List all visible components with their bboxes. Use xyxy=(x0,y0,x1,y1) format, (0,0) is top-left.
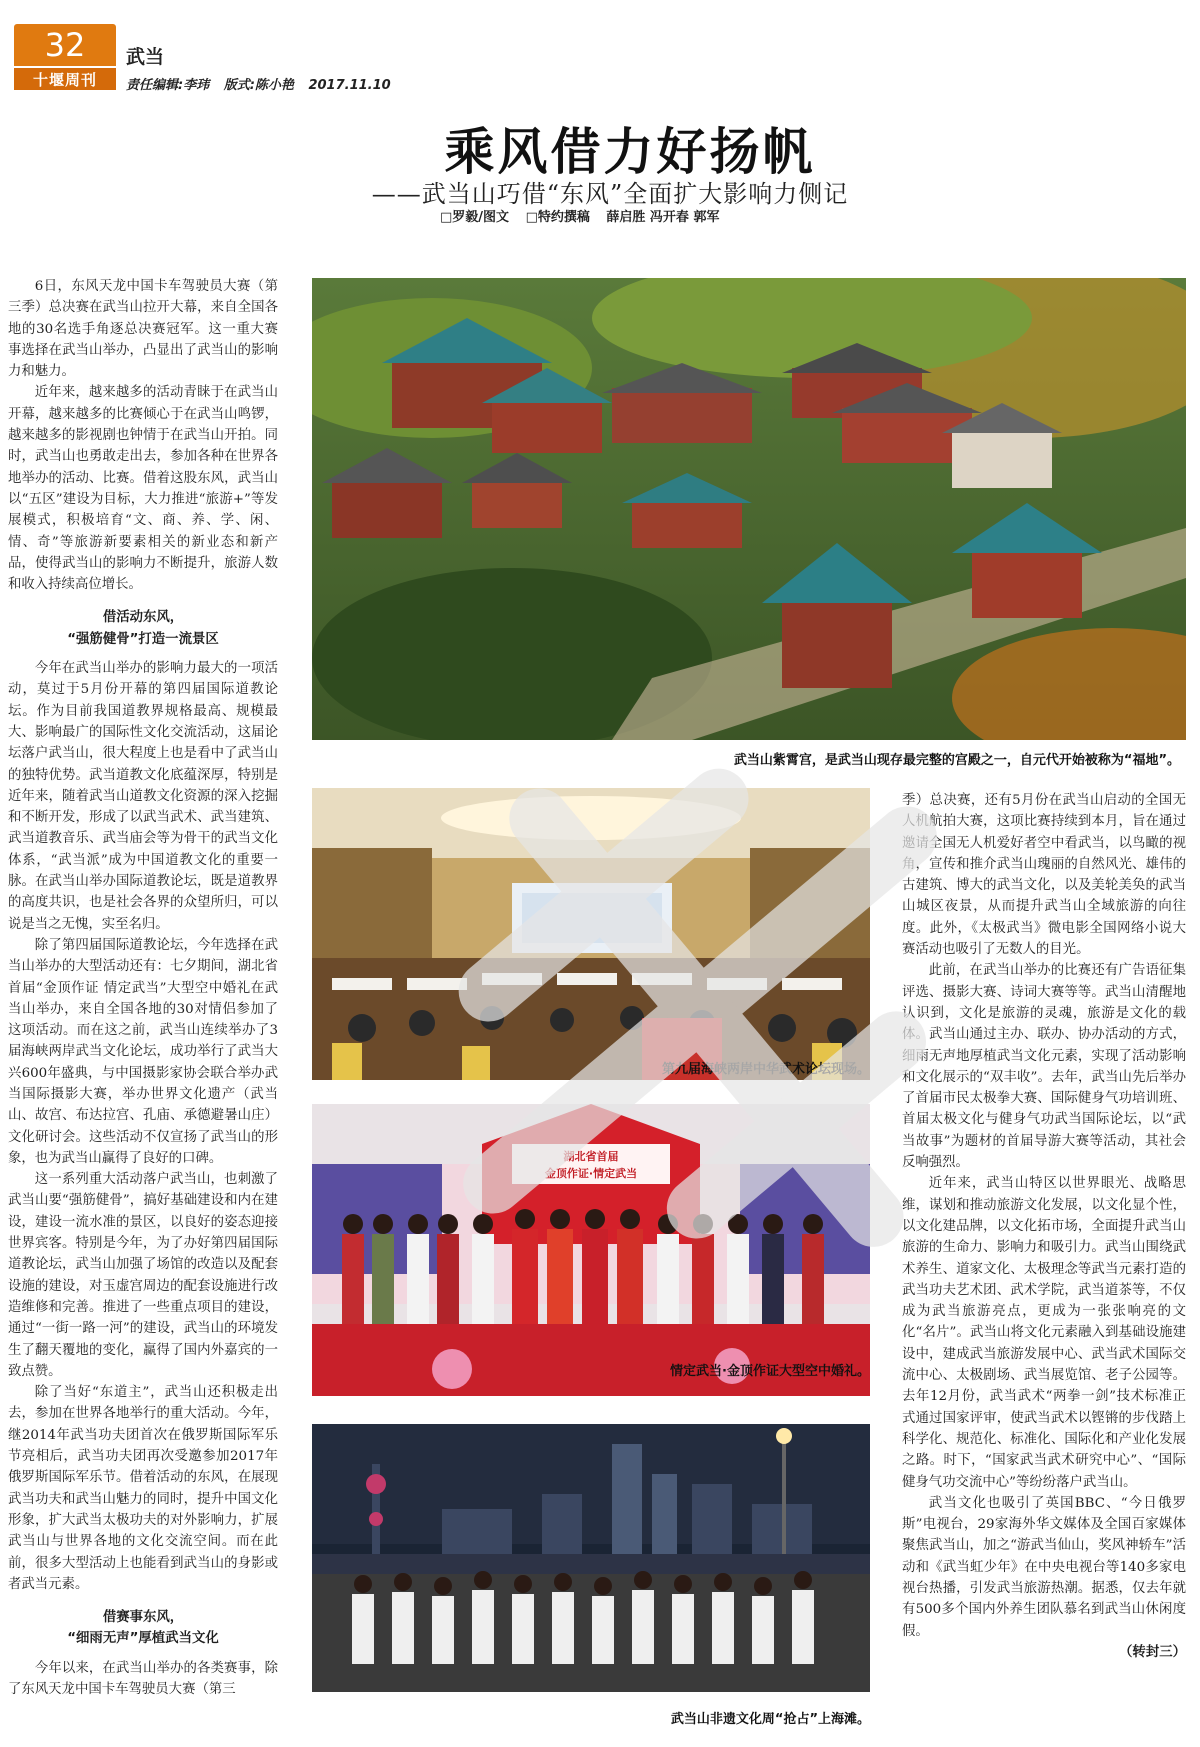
paragraph: 除了第四届国际道教论坛，今年选择在武当山举办的大型活动还有：七夕期间，湖北省首届“金顶作证 情定武当”大型空中婚礼在武当山举办，来自全国各地的30对情侣参加了这项活动。而在这之前，武当山连续举办了3届海峡两岸武当文化论坛，成功举行了武当大兴600年盛典，与中国摄影家协会联合举办武当国际摄影大赛，举办世界文化遗产（武当山、故宫、布达拉宫、孔庙、承德避暑山庄）文化研讨会。这些活动不仅宣扬了武当山的形象，也为武当山赢得了良好的口碑。 xyxy=(8,937,278,1166)
article-title: 乘风借力好扬帆 xyxy=(444,122,816,181)
masthead xyxy=(14,24,116,90)
paragraph: 今年在武当山举办的影响力最大的一项活动，莫过于5月份开幕的第四届国际道教论坛。作为目前我国道教界规格最高、规模最大、影响最广的国际性文化交流活动，这届论坛落户武当山，很大程度上也是看中了武当山的独特优势。武当道教文化底蕴深厚，特别是近年来，随着武当山道教文化资源的深入挖掘和不断开发，形成了以武当武术、武当建筑、武当道教音乐、武当庙会等为骨干的武当文化体系，“武当派”成为中国道教文化的重要一脉。在武当山举办国际道教论坛，既是道教界的高度共识，也是社会各界的众望所归，可以说是当之无愧，实至名归。 xyxy=(8,661,278,932)
issue-date: 2017.11.10 xyxy=(308,78,391,93)
paragraph: 近年来，越来越多的活动青睐于在武当山开幕，越来越多的比赛倾心于在武当山鸣锣，越来越多的影视剧也钟情于在武当山开拍。同时，武当山也勇敢走出去，参加各种在世界各地举办的活动、比赛。借着这股东风，武当山以“五区”建设为目标，大力推进“旅游+”等发展模式，积极培育“文、商、养、学、闲、情、奇”等旅游新要素相关的新业态和新产品，使得武当山的影响力不断提升，旅游人数和收入持续高位增长。 xyxy=(8,385,278,593)
subheading: 借活动东风， xyxy=(102,610,184,626)
paper-name: 十堰周刊 xyxy=(14,66,116,90)
paragraph: 6日，东风天龙中国卡车驾驶员大赛（第三季）总决赛在武当山拉开大幕，来自全国各地的30名选手角逐总决赛冠军。这一重大赛事选择在武当山举办，凸显出了武当山的影响力和魅力。 xyxy=(8,279,278,380)
byline-photo: □罗毅/图文 xyxy=(440,210,510,225)
photo-wedding xyxy=(312,1104,870,1396)
paragraph: 近年来，武当山特区以世界眼光、战略思维，谋划和推动旅游文化发展，以文化显个性，以文化建品牌，以文化拓市场，全面提升武当山旅游的生命力、影响力和吸引力。武当山围绕武术养生、道家文化、太极理念等武当元素打造的武当功夫艺术团、武术学院，武当道茶等，不仅成为武当旅游亮点，更成为一张张响亮的文化“名片”。武当山将文化元素融入到基础设施建设中，建成武当旅游发展中心、武当武术国际交流中心、太极剧场、武当展览馆、老子公园等。去年12月份，武当武术“两拳一剑”技术标准正式通过国家评审，使武当武术以铿锵的步伐踏上科学化、规范化、标准化、国际化和产业化发展之路。时下，“国家武当武术研究中心”、“国际健身气功交流中心”等纷纷落户武当山。 xyxy=(902,1176,1186,1490)
page-number: 32 xyxy=(14,24,116,66)
photo-forum-hall xyxy=(312,788,870,1080)
caption-photo-4: 武当山非遗文化周“抢占”上海滩。 xyxy=(670,1712,870,1727)
caption-photo-3: 情定武当·金顶作证大型空中婚礼。 xyxy=(670,1364,870,1379)
byline xyxy=(440,206,800,225)
subheading: “细雨无声”厚植武当文化 xyxy=(67,1631,219,1647)
editor-info xyxy=(126,74,401,93)
paragraph: 此前，在武当山举办的比赛还有广告语征集评选、摄影大赛、诗词大赛等等。武当山清醒地认识到，文化是旅游的灵魂，旅游是文化的载体。武当山通过主办、联办、协办活动的方式，细雨无声地厚植武当文化元素，实现了活动影响和文化展示的“双丰收”。去年，武当山先后举办了首届市民太极拳大赛、国际健身气功培训班、首届太极文化与健身气功武当国际论坛，以“武当故事”为题材的首届导游大赛等活动，其社会反响强烈。 xyxy=(902,963,1186,1171)
paragraph: 武当文化也吸引了英国BBC、“今日俄罗斯”电视台，29家海外华文媒体及全国百家媒体聚焦武当山，加之“游武当仙山，奖风神轿车”活动和《武当虹少年》在中央电视台等140多家电视台热播，引发武当旅游热潮。据悉，仅去年就有500多个国内外养生团队慕名到武当山休闲度假。 xyxy=(902,1495,1186,1639)
continued-note: （转封三） xyxy=(1119,1644,1186,1660)
editor: 责任编辑:李玮 xyxy=(126,78,210,93)
subheading: “强筋健骨”打造一流景区 xyxy=(67,631,219,647)
photo-zixiao-palace xyxy=(312,278,1186,740)
byline-special: □特约撰稿 xyxy=(525,210,590,225)
byline-authors: 薛启胜 冯开春 郭军 xyxy=(606,210,720,225)
banner-line-2: 金顶作证·情定武当 xyxy=(544,1167,638,1180)
paragraph: 这一系列重大活动落户武当山，也刺激了武当山要“强筋健骨”，搞好基础建设和内在建设，建设一流水准的景区，以良好的姿态迎接世界宾客。特别是今年，为了办好第四届国际道教论坛，武当山加强了场馆的改造以及配套设施的建设，对玉虚宫周边的配套设施进行改造维修和完善。推进了一些重点项目的建设，通过“一街一路一河”的建设，武当山的环境发生了翻天覆地的变化，赢得了国内外嘉宾的一致点赞。 xyxy=(8,1172,278,1379)
article-subtitle: ——武当山巧借“东风”全面扩大影响力侧记 xyxy=(371,180,849,208)
subheading: 借赛事东风， xyxy=(102,1610,184,1626)
photo-shanghai-bund xyxy=(312,1424,870,1692)
article-column-left xyxy=(8,276,278,1738)
caption-photo-2: 第九届海峡两岸中华武术论坛现场。 xyxy=(661,1062,870,1077)
paragraph: 今年以来，在武当山举办的各类赛事，除了东风天龙中国卡车驾驶员大赛（第三 xyxy=(8,1660,278,1697)
banner-line-1: 湖北省首届 xyxy=(563,1150,619,1163)
paragraph: 除了当好“东道主”，武当山还积极走出去，参加在世界各地举行的重大活动。今年，继2014年武当功夫团首次在俄罗斯国际军乐节亮相后，武当功夫团再次受邀参加2017年俄罗斯国际军乐节。借着活动的东风，在展现武当功夫和武当山魅力的同时，提升中国文化形象，扩大武当太极功夫的对外影响力，扩展武当山与世界各地的文化交流空间。而在此前，很多大型活动上也能看到武当山的身影或者武当元素。 xyxy=(8,1385,278,1592)
article-column-right xyxy=(902,790,1186,1728)
caption-photo-1: 武当山紫霄宫，是武当山现存最完整的宫殿之一，自元代开始被称为“福地”。 xyxy=(733,753,1180,768)
paragraph: 季）总决赛，还有5月份在武当山启动的全国无人机航拍大赛，这项比赛持续到本月，旨在通过邀请全国无人机爱好者空中看武当，以鸟瞰的视角，宣传和推介武当山瑰丽的自然风光、雄伟的古建筑、博大的武当文化，以及美轮美奂的武当山城区夜景，从而提升武当山全域旅游的向往度。此外，《太极武当》微电影全国网络小说大赛活动也吸引了无数人的目光。 xyxy=(902,793,1186,958)
layout-editor: 版式:陈小艳 xyxy=(223,78,294,93)
section-name: 武当 xyxy=(126,46,165,68)
